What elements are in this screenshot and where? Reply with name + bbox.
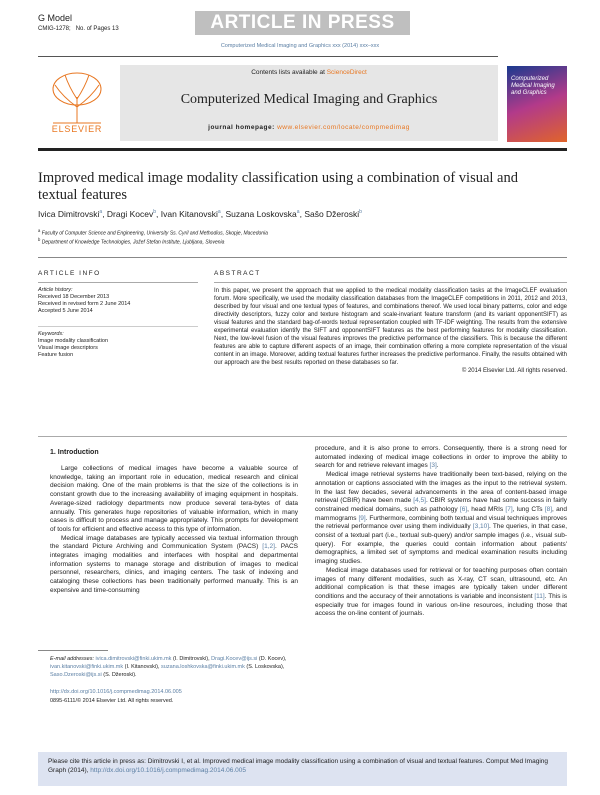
article-in-press-banner: ARTICLE IN PRESS (195, 11, 410, 35)
info-divider (38, 326, 198, 327)
author[interactable]: Dragi Kocev (106, 209, 154, 219)
contents-line: Contents lists available at ScienceDirect (251, 69, 367, 76)
copyright: © 2014 Elsevier Ltd. All rights reserved. (461, 368, 567, 374)
elsevier-tree-logo (43, 67, 111, 125)
affiliation: $^b$ Department of Knowledge Technologies, Jožef Stefan Institute, Ljubljana, Slovenia (38, 237, 225, 246)
abstract-separator (38, 436, 567, 437)
citation-link[interactable]: [3,10] (472, 523, 490, 531)
manuscript-ref: CMIG-1278; No. of Pages 13 (38, 26, 119, 32)
article-info-heading: ARTICLE INFO (38, 270, 101, 277)
email-link[interactable]: ivan.kitanovski@finki.ukim.mk (50, 664, 124, 670)
email-link[interactable]: Saso.Dzeroski@ijs.si (50, 672, 102, 678)
abstract-heading: ABSTRACT (214, 270, 261, 277)
g-model-label: G Model (38, 13, 73, 23)
article-info-rule (38, 282, 198, 283)
email-footnote: E-mail addresses: ivica.dimitrovski@finki.ukim.mk (I. Dimitrovski), Dragi.Kocev@ijs.si (D. Kocev), ivan.kitanovski@finki.ukim.mk (I. Kitanovski), suzana.loshkovska@finki.ukim.mk (S. Loskovska), Saso.Dzeroski@ijs.si (S. Džeroski). (50, 656, 287, 678)
elsevier-wordmark: ELSEVIER (51, 124, 103, 134)
citation-link[interactable]: [7] (505, 505, 513, 513)
journal-cover-image: Computerized Medical Imaging and Graphics (507, 66, 567, 142)
citation-link[interactable]: [4,5] (413, 497, 426, 505)
author-list: Ivica Dimitrovski$^a$, Dragi Kocev$^b$, Ivan Kitanovski$^a$, Suzana Loskovska$^a$, Sašo Džeroski$^b$ (38, 209, 362, 219)
article-title: Improved medical image modality classification using a combination of visual and textual features (38, 170, 518, 203)
citation-link[interactable]: [9] (358, 514, 366, 522)
homepage-link[interactable]: www.elsevier.com/locate/compmedimag (277, 124, 410, 131)
cite-doi-link[interactable]: http://dx.doi.org/10.1016/j.compmedimag.2014.06.005 (90, 767, 247, 774)
abstract-rule (214, 282, 567, 283)
citation-link[interactable]: [1,2] (262, 543, 275, 551)
footnote-rule (38, 650, 108, 651)
header-rule (38, 148, 567, 151)
article-history: Article history: Received 18 December 2013 Received in revised form 2 June 2014 Accepted 5 June 2014 (38, 287, 131, 314)
journal-homepage: journal homepage: www.elsevier.com/locate/compmedimag (208, 124, 410, 131)
sciencedirect-link[interactable]: ScienceDirect (326, 69, 367, 76)
author[interactable]: Sašo Džeroski (304, 209, 360, 219)
citation-link[interactable]: [11] (534, 592, 545, 600)
section-heading-introduction: 1. Introduction (50, 449, 99, 456)
email-link[interactable]: suzana.loshkovska@finki.ukim.mk (161, 664, 245, 670)
email-link[interactable]: ivica.dimitrovski@finki.ukim.mk (95, 656, 172, 662)
abstract-body: In this paper, we present the approach that we applied to the medical modality classification tasks at the ImageCLEF evaluation forum. More specifically, we used the modality classification databases from the ImageCLEF competitions in 2011, 2012 and 2013, described by four visual and one textual types of features, and combinations thereof. We used local binary patterns, color and edge directivity descriptors, fuzzy color and texture histogram and scale-invariant feature transform (and its variant opponentSIFT) as visual features and the standard bag-of-words textual representation coupled with TF-IDF weighting. The results from the extensive experimental evaluation identify the SIFT and opponentSIFT features as the best performing features for modality classification. Next, the low-level fusion of the visual features improves the predictive performance of the classifiers. This is because the different features are able to capture different aspects of an image, their combination offering a more complete representation of the visual content in an image. Moreover, adding textual features further increases the predictive performance. Finally, the results obtained with our approach are the best results reported on these databases so far. © 2014 Elsevier Ltd. All rights reserved. (214, 288, 567, 374)
journal-title: Computerized Medical Imaging and Graphics (180, 92, 438, 107)
author[interactable]: Suzana Loskovska (225, 209, 297, 219)
citation-link[interactable]: [6] (459, 505, 468, 513)
citation-link[interactable]: [8] (544, 505, 553, 513)
author[interactable]: Ivica Dimitrovski (38, 209, 100, 219)
body-column-right: procedure, and it is also prone to errors. Consequently, there is a strong need for automated indexing of medical image collections in order to improve the ability to search for and retrieve relevant images [3]. Medical image retrieval systems have traditionally been text-based, relying on the annotation or captions associated with the images as the input to the retrieval system. In the last few decades, several advancements in the area of content-based image retrieval (CBIR) have been made [4,5]. CBIR systems have had some success in fairly constrained medical domains, such as pathology [6], head MRIs [7], lung CTs [8], and mammograms [9]. Furthermore, combining both textual and visual techniques improves the retrieval performance over using them individually [3,10]. The queries, in that case, consist of a textual part (i.e., textual sub-query) and/or sample images (i.e., visual sub-query). For example, the queries could contain information about patients' demographics, a limited set of symptoms and medical examination results including imaging studies. Medical image databases used for retrieval or for teaching purposes often contain images of many different modalities, such as X-ray, CT scan, ultrasound, etc. An additional complication is that these images are typically taken under different conditions and the accuracy of their annotations is variable and inconsistent [11]. This is especially true for images found in various on-line resources, including those that access the on-line content of journals. (315, 445, 567, 618)
affiliation: $^a$ Faculty of Computer Science and Engineering, University Ss. Cyril and Methodius, Skopje, Macedonia (38, 228, 268, 237)
keywords: Keywords: Image modality classification Visual image descriptors Feature fusion (38, 331, 109, 358)
please-cite-box: Please cite this article in press as: Dimitrovski I, et al. Improved medical image modality classification using a combination of visual and textual features. Comput Med Imaging Graph (2014), http://dx.doi.org/10.1016/j.compmedimag.2014.06.005 (38, 752, 567, 786)
email-link[interactable]: Dragi.Kocev@ijs.si (211, 656, 258, 662)
body-column-left: Large collections of medical images have become a valuable source of knowledge, taking an important role in education, medical research and clinical decision making. One of the main problems is that the size of the collections is in constant growth due to the increasing availability of imaging equipment in hospitals. Average-sized radiology departments now produce several tera-bytes of data annually. This generates huge repositories of valuable information, which in many cases is difficult to process and manage appropriately. This prompts for development of tools for efficient and effective access to this type of information. Medical image databases are typically accessed via textual information through the standard Picture Archiving and Communication System (PACS) [1,2]. PACS integrates imaging modalities and interfaces with hospital and departmental information systems to manage storage and distribution of images to medical personnel, researchers, clinics, and imaging centers. The task of indexing and cataloging these collections has been traditionally performed manually. This is an expensive and time-consuming (50, 465, 298, 594)
doi-link[interactable]: http://dx.doi.org/10.1016/j.compmedimag.2014.06.005 (50, 689, 182, 695)
author[interactable]: Ivan Kitanovski (160, 209, 218, 219)
issn-line: 0895-6111/© 2014 Elsevier Ltd. All rights reserved. (50, 698, 174, 704)
journal-citation-line[interactable]: Computerized Medical Imaging and Graphics xxx (2014) xxx–xxx (220, 43, 380, 49)
citation-link[interactable]: [3] (429, 462, 437, 470)
title-separator (38, 257, 567, 258)
